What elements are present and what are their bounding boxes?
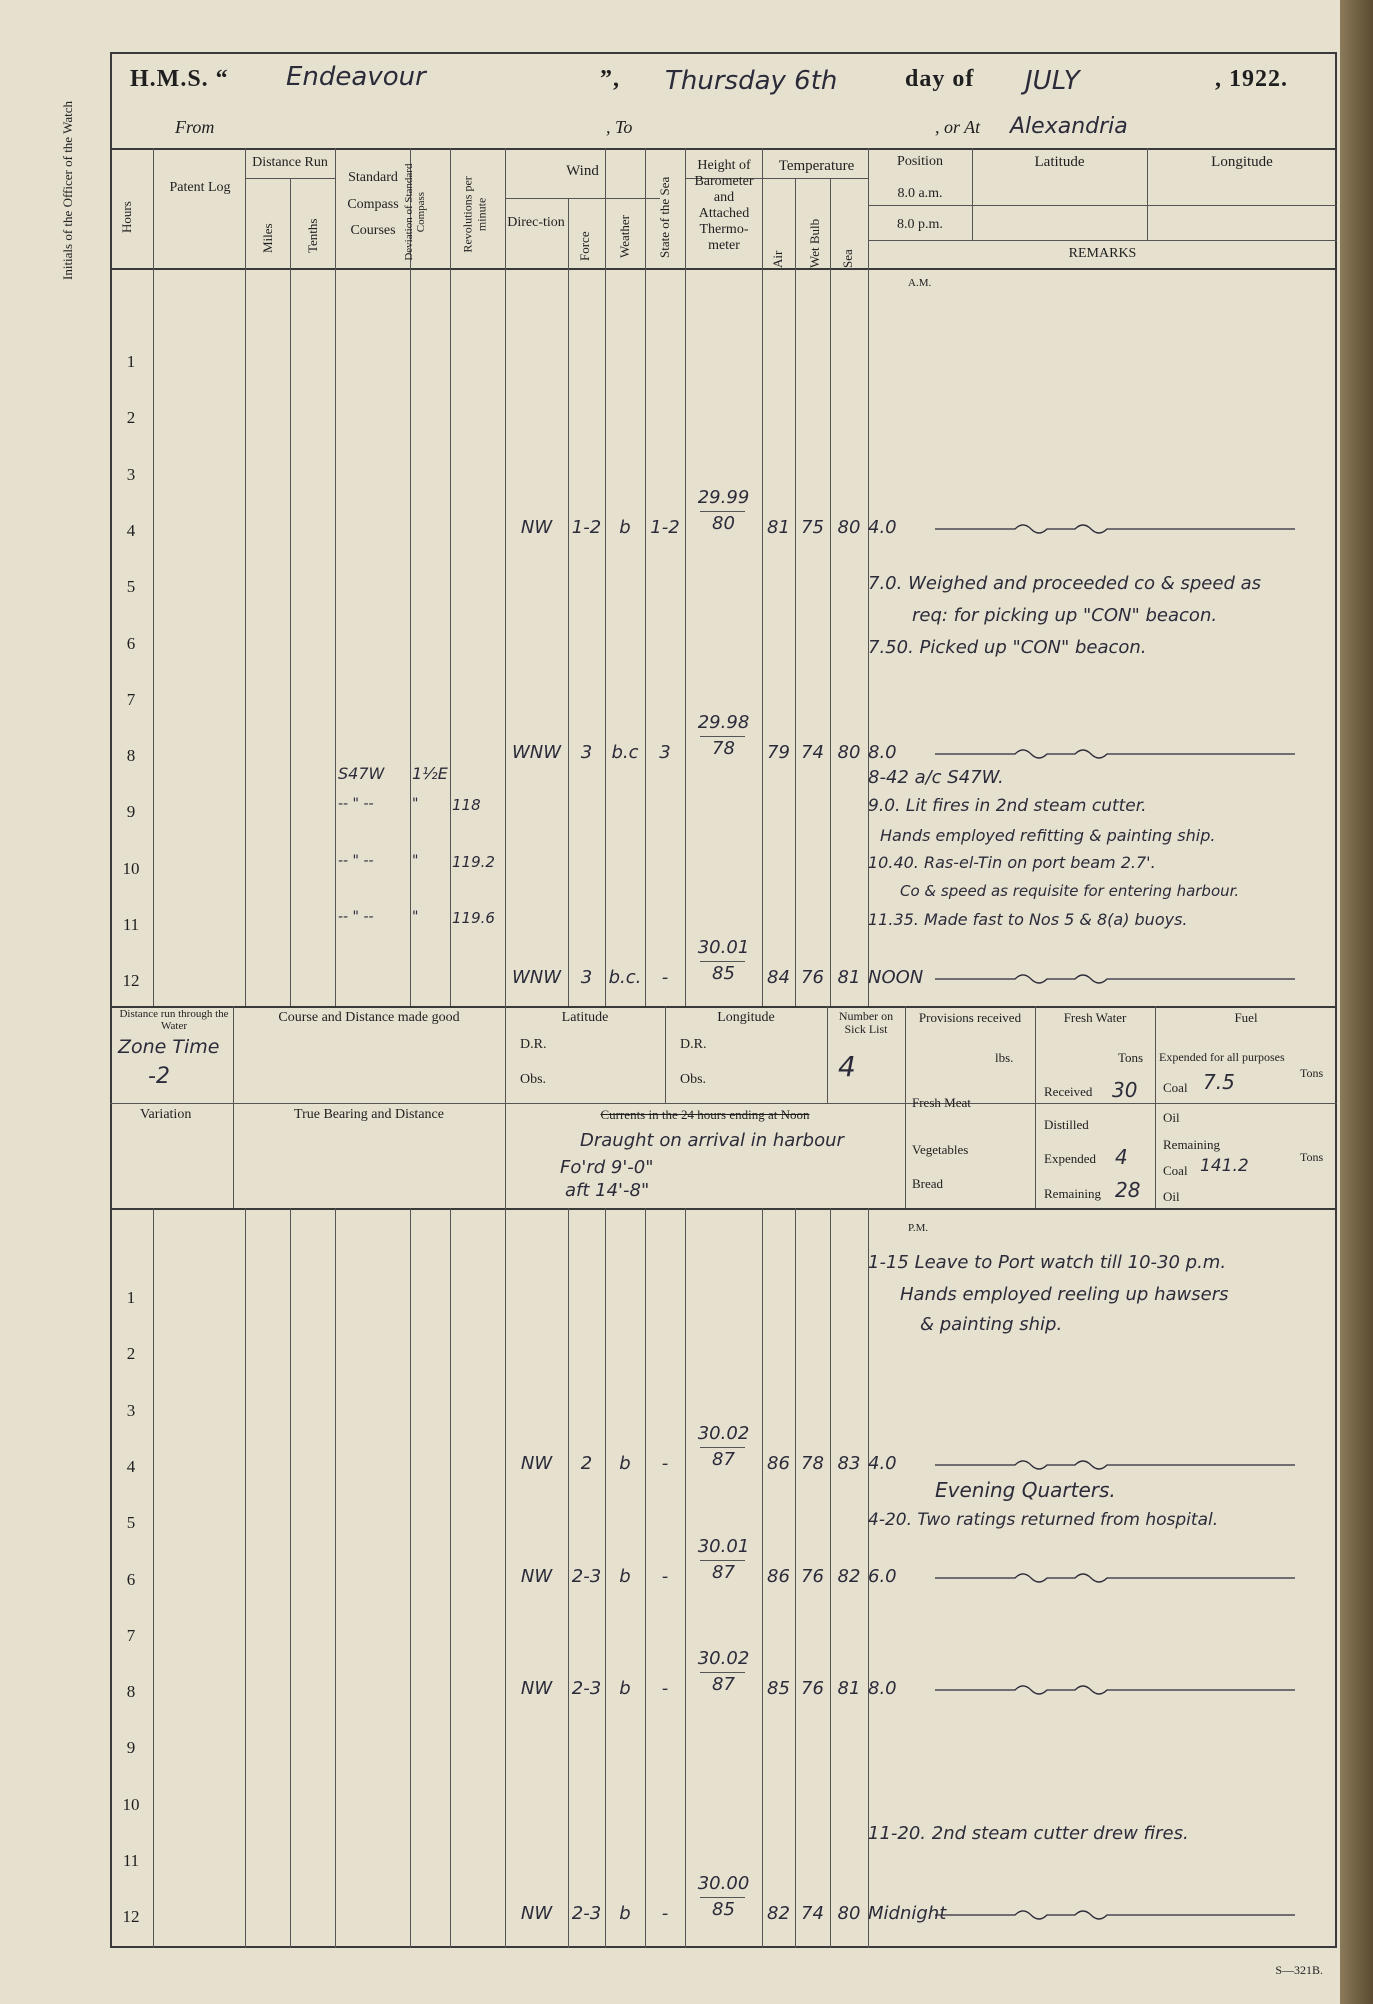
- draught-forward: Fo'rd 9'-0": [560, 1157, 654, 1178]
- grid-line: [410, 1208, 411, 1948]
- col-air: Air: [770, 250, 785, 268]
- air-temperature: 81: [767, 516, 790, 538]
- sea-state: -: [661, 1452, 669, 1474]
- grid-line: [110, 268, 1337, 270]
- air-temperature: 84: [767, 967, 790, 989]
- weather-code: b: [619, 1452, 631, 1474]
- remark-line: Hands employed refitting & painting ship.: [880, 826, 1216, 845]
- pm-hour: 3: [126, 1400, 136, 1420]
- sea-temperature: 81: [837, 967, 861, 989]
- year: , 1922.: [1215, 66, 1288, 92]
- fresh-meat-label: Fresh Meat: [912, 1095, 971, 1110]
- am-hour: 11: [122, 915, 140, 934]
- hour-remark: 4.0: [868, 516, 897, 538]
- grid-line: [1035, 1006, 1036, 1208]
- grid-line: [110, 1006, 1337, 1008]
- lbs-label: lbs.: [995, 1050, 1014, 1065]
- am-hour: 6: [126, 633, 136, 653]
- grid-line: [410, 148, 411, 1006]
- barometer-reading: 30.00: [697, 1873, 750, 1895]
- expended-label: Expended: [1044, 1151, 1096, 1166]
- pm-hour: 2: [126, 1344, 136, 1364]
- fuel-remaining-label: Remaining: [1163, 1137, 1221, 1152]
- pm-hour: 1: [126, 1288, 136, 1307]
- col-standard-compass: Standard Compass Courses: [347, 170, 399, 239]
- noon-longitude-label: Longitude: [717, 1010, 775, 1025]
- grid-line: [110, 148, 1337, 150]
- air-temperature: 86: [767, 1565, 790, 1587]
- wind-direction: NW: [520, 1452, 553, 1474]
- course-value: -- " --: [338, 909, 374, 925]
- fuel-tons-label-2: Tons: [1300, 1150, 1324, 1164]
- pm-label: P.M.: [908, 1222, 929, 1234]
- col-barometer: Height of Barometer and Attached Thermo-meter: [694, 158, 754, 254]
- grid-line: [335, 148, 336, 1006]
- attached-thermometer: 87: [712, 1448, 735, 1470]
- remark-line: 11-20. 2nd steam cutter drew fires.: [868, 1823, 1189, 1844]
- deviation-value: ": [412, 796, 419, 812]
- day-of-label: day of: [905, 66, 975, 92]
- col-position: Position: [897, 154, 943, 169]
- or-at-label: , or At: [935, 117, 981, 137]
- coal-label-2: Coal: [1163, 1163, 1188, 1178]
- grid-line: [830, 178, 831, 1006]
- wind-force: 1-2: [571, 516, 602, 538]
- attached-thermometer: 85: [712, 963, 735, 985]
- bread-label: Bread: [912, 1176, 944, 1191]
- sea-state: 1-2: [650, 516, 680, 538]
- hour-remark: 4.0: [868, 1452, 897, 1474]
- sick-list-value: 4: [838, 1050, 856, 1083]
- deviation-value: ": [412, 853, 419, 869]
- zone-time-value: -2: [148, 1064, 170, 1089]
- wavy-line: [935, 969, 1335, 989]
- barometer-divider: [700, 1447, 745, 1448]
- grid-line: [110, 1103, 1337, 1104]
- draught-aft: aft 14'-8": [565, 1180, 650, 1201]
- vegetables-label: Vegetables: [912, 1142, 969, 1157]
- col-temperature: Temperature: [778, 158, 855, 174]
- grid-line: [505, 198, 660, 199]
- distilled-label: Distilled: [1044, 1117, 1089, 1132]
- wind-force: 2-3: [571, 1678, 602, 1700]
- am-hour: 12: [122, 971, 140, 991]
- weather-code: b.c.: [608, 967, 642, 989]
- weather-code: b: [619, 1565, 631, 1587]
- wavy-line: [935, 744, 1335, 764]
- dist-run-label: Distance run through the Water: [119, 1008, 229, 1033]
- remaining-value: 28: [1115, 1178, 1141, 1202]
- air-temperature: 79: [767, 742, 790, 764]
- attached-thermometer: 85: [712, 1899, 735, 1921]
- sea-state: -: [661, 1565, 669, 1587]
- grid-line: [290, 178, 291, 1006]
- received-label: Received: [1044, 1084, 1093, 1099]
- pos-am: 8.0 a.m.: [897, 186, 943, 201]
- hour-remark: 8.0: [868, 1678, 897, 1700]
- port-location: Alexandria: [1010, 114, 1128, 139]
- variation-label: Variation: [140, 1107, 192, 1122]
- grid-line: [245, 148, 246, 1006]
- remark-line: Hands employed reeling up hawsers: [900, 1284, 1229, 1305]
- remaining-label: Remaining: [1044, 1186, 1102, 1201]
- grid-line: [153, 148, 154, 1006]
- col-wind: Wind: [566, 163, 599, 179]
- remark-line: Co & speed as requisite for entering harbour.: [900, 882, 1240, 900]
- col-latitude: Latitude: [1034, 154, 1085, 170]
- deviation-value: 1½E: [412, 764, 448, 783]
- coal-label: Coal: [1163, 1080, 1188, 1095]
- grid-line: [868, 205, 1337, 206]
- sea-temperature: 80: [837, 1903, 861, 1925]
- pm-hour: 12: [122, 1907, 140, 1927]
- weather-code: b: [619, 1903, 631, 1925]
- draught-line: Draught on arrival in harbour: [580, 1130, 844, 1151]
- wet-bulb-temperature: 76: [801, 1565, 824, 1587]
- barometer-divider: [700, 511, 745, 512]
- grid-line: [1155, 1006, 1156, 1208]
- pos-pm: 8.0 p.m.: [897, 217, 943, 232]
- barometer-reading: 29.99: [697, 486, 750, 508]
- course-value: -- " --: [338, 853, 374, 869]
- hour-remark: Midnight: [868, 1903, 947, 1925]
- zone-time: Zone Time: [118, 1036, 220, 1058]
- weather-code: b: [619, 1678, 631, 1700]
- wind-force: 2-3: [571, 1565, 602, 1587]
- revolutions-value: 119.6: [452, 909, 495, 927]
- sea-temperature: 80: [837, 516, 861, 538]
- barometer-reading: 29.98: [697, 712, 750, 734]
- grid-line: [605, 148, 606, 1006]
- course-made-good-label: Course and Distance made good: [278, 1010, 460, 1025]
- air-temperature: 86: [767, 1452, 790, 1474]
- col-direction: Direc-tion: [507, 215, 565, 230]
- course-value: S47W: [338, 764, 385, 783]
- wet-bulb-temperature: 74: [801, 742, 824, 764]
- sea-state: -: [661, 1678, 669, 1700]
- am-hour: 4: [126, 520, 136, 540]
- pm-hour: 9: [126, 1738, 136, 1758]
- barometer-divider: [700, 961, 745, 962]
- remark-line: 7.50. Picked up "CON" beacon.: [868, 637, 1147, 658]
- deviation-value: ": [412, 909, 419, 925]
- oil-label: Oil: [1163, 1110, 1180, 1125]
- col-miles: Miles: [260, 223, 275, 253]
- col-distance-run: Distance Run: [252, 155, 328, 170]
- long-obs-label: Obs.: [680, 1072, 707, 1087]
- fuel-tons-label: Tons: [1300, 1066, 1324, 1080]
- grid-line: [290, 1208, 291, 1948]
- remark-line: & painting ship.: [920, 1314, 1063, 1335]
- am-hour: 7: [126, 689, 136, 709]
- wavy-line: [935, 519, 1335, 539]
- wavy-line: [935, 1905, 1335, 1925]
- remark-line: 1-15 Leave to Port watch till 10-30 p.m.: [868, 1252, 1227, 1273]
- remark-line: Evening Quarters.: [935, 1478, 1116, 1502]
- remark-line: 8-42 a/c S47W.: [868, 767, 1004, 788]
- weekday: Thursday 6th: [665, 66, 838, 96]
- wind-direction: NW: [520, 516, 553, 538]
- wet-bulb-temperature: 76: [801, 967, 824, 989]
- form-number: S—321B.: [1275, 1963, 1323, 1977]
- quote-close: ”,: [600, 66, 620, 92]
- remark-line: 4-20. Two ratings returned from hospital.: [868, 1510, 1219, 1530]
- course-value: -- " --: [338, 796, 374, 812]
- received-value: 30: [1112, 1078, 1138, 1102]
- col-patent-log: Patent Log: [169, 180, 231, 195]
- initials-label: Initials of the Officer of the Watch: [60, 101, 75, 280]
- air-temperature: 85: [767, 1678, 790, 1700]
- grid-line: [450, 148, 451, 1006]
- col-force: Force: [577, 231, 592, 261]
- wind-direction: NW: [520, 1565, 553, 1587]
- col-state-sea: State of the Sea: [657, 176, 672, 258]
- grid-line: [905, 1006, 906, 1208]
- revolutions-value: 119.2: [452, 853, 495, 871]
- col-remarks: REMARKS: [1068, 246, 1137, 261]
- pm-hour: 8: [126, 1682, 136, 1702]
- coal-expended-value: 7.5: [1203, 1070, 1235, 1094]
- col-tenths: Tenths: [305, 218, 320, 253]
- col-wet-bulb: Wet Bulb: [807, 218, 822, 268]
- coal-remaining-value: 141.2: [1200, 1156, 1249, 1176]
- grid-line: [568, 198, 569, 1006]
- attached-thermometer: 87: [712, 1674, 735, 1696]
- wind-force: 3: [580, 742, 593, 764]
- true-bearing-label: True Bearing and Distance: [294, 1107, 444, 1122]
- wet-bulb-temperature: 76: [801, 1678, 824, 1700]
- am-hour: 10: [122, 858, 140, 878]
- attached-thermometer: 80: [712, 512, 735, 534]
- wind-direction: WNW: [511, 742, 562, 764]
- from-label: From: [175, 117, 215, 137]
- col-revolutions: Revolutions per minute: [460, 176, 489, 253]
- sea-temperature: 83: [837, 1452, 861, 1474]
- pm-hour: 6: [126, 1569, 136, 1589]
- barometer-divider: [700, 1560, 745, 1561]
- wet-bulb-temperature: 78: [801, 1452, 824, 1474]
- book-spine: [1340, 0, 1373, 2004]
- wavy-line: [935, 1680, 1335, 1700]
- lat-obs-label: Obs.: [520, 1072, 547, 1087]
- sick-list-label: Number on Sick List: [838, 1009, 894, 1037]
- wind-force: 2: [580, 1452, 593, 1474]
- barometer-reading: 30.01: [697, 1535, 750, 1557]
- col-hours: Hours: [119, 201, 134, 233]
- wavy-line: [935, 1455, 1335, 1475]
- weather-code: b: [619, 516, 631, 538]
- col-longitude: Longitude: [1211, 154, 1273, 170]
- grid-line: [762, 148, 763, 1006]
- sea-state: 3: [659, 742, 671, 764]
- grid-line: [868, 240, 1337, 241]
- col-sea: Sea: [840, 249, 855, 268]
- sea-temperature: 80: [837, 742, 861, 764]
- grid-line: [505, 148, 506, 1006]
- hour-remark: NOON: [868, 967, 924, 989]
- fresh-water-label: Fresh Water: [1063, 1010, 1127, 1025]
- pm-hour: 5: [126, 1513, 136, 1533]
- sea-temperature: 82: [837, 1565, 861, 1587]
- weather-code: b.c: [611, 742, 639, 764]
- wind-force: 3: [580, 967, 593, 989]
- barometer-divider: [700, 736, 745, 737]
- hour-remark: 8.0: [868, 742, 897, 764]
- grid-line: [795, 178, 796, 1006]
- wind-force: 2-3: [571, 1903, 602, 1925]
- remark-line: 9.0. Lit fires in 2nd steam cutter.: [868, 796, 1147, 816]
- pm-hour: 4: [126, 1456, 136, 1476]
- expended-all-label: Expended for all purposes: [1159, 1050, 1285, 1064]
- remark-line: req: for picking up "CON" beacon.: [912, 605, 1218, 626]
- grid-line: [685, 148, 686, 1006]
- grid-line: [245, 1208, 246, 1948]
- col-deviation: Deviation of Standard Compass: [402, 163, 427, 261]
- barometer-reading: 30.01: [697, 937, 750, 959]
- wavy-line: [935, 1568, 1335, 1588]
- to-label: , To: [606, 117, 633, 137]
- attached-thermometer: 87: [712, 1561, 735, 1583]
- attached-thermometer: 78: [712, 738, 735, 760]
- remark-line: 11.35. Made fast to Nos 5 & 8(a) buoys.: [868, 910, 1188, 929]
- wind-direction: NW: [520, 1903, 553, 1925]
- grid-line: [335, 1208, 336, 1948]
- sea-state: -: [661, 1903, 669, 1925]
- water-tons-label: Tons: [1118, 1050, 1144, 1065]
- month: JULY: [1025, 66, 1080, 96]
- ship-name: Endeavour: [286, 62, 426, 92]
- air-temperature: 82: [767, 1903, 790, 1925]
- currents-label: Currents in the 24 hours ending at Noon: [600, 1107, 810, 1122]
- am-label: A.M.: [908, 277, 932, 289]
- expended-value: 4: [1115, 1145, 1128, 1169]
- long-dr-label: D.R.: [680, 1037, 707, 1052]
- am-hour: 3: [126, 464, 136, 484]
- am-hour: 8: [126, 746, 136, 766]
- wet-bulb-temperature: 75: [801, 516, 824, 538]
- provisions-label: Provisions received: [918, 1010, 1022, 1025]
- grid-line: [645, 148, 646, 1006]
- pm-hour: 11: [122, 1851, 140, 1870]
- barometer-divider: [700, 1897, 745, 1898]
- lat-dr-label: D.R.: [520, 1037, 547, 1052]
- fuel-label: Fuel: [1234, 1010, 1258, 1025]
- grid-line: [110, 1208, 1337, 1210]
- wind-direction: NW: [520, 1678, 553, 1700]
- wet-bulb-temperature: 74: [801, 1903, 824, 1925]
- pm-hour: 7: [126, 1625, 136, 1645]
- remark-line: 10.40. Ras-el-Tin on port beam 2.7'.: [868, 853, 1156, 872]
- wind-direction: WNW: [511, 967, 562, 989]
- barometer-reading: 30.02: [697, 1422, 750, 1444]
- hour-remark: 6.0: [868, 1565, 897, 1587]
- remark-line: 7.0. Weighed and proceeded co & speed as: [868, 573, 1262, 594]
- barometer-divider: [700, 1672, 745, 1673]
- am-hour: 1: [126, 352, 136, 371]
- am-hour: 2: [126, 408, 136, 428]
- revolutions-value: 118: [452, 796, 481, 814]
- sea-temperature: 81: [837, 1678, 861, 1700]
- barometer-reading: 30.02: [697, 1648, 750, 1670]
- am-hour: 9: [126, 802, 136, 822]
- noon-latitude-label: Latitude: [561, 1010, 609, 1025]
- grid-line: [153, 1208, 154, 1948]
- pm-hour: 10: [122, 1794, 140, 1814]
- sea-state: -: [661, 967, 669, 989]
- ship-prefix: H.M.S. “: [130, 66, 229, 92]
- col-weather: Weather: [617, 215, 632, 258]
- oil-label-2: Oil: [1163, 1189, 1180, 1204]
- am-hour: 5: [126, 577, 136, 597]
- grid-line: [450, 1208, 451, 1948]
